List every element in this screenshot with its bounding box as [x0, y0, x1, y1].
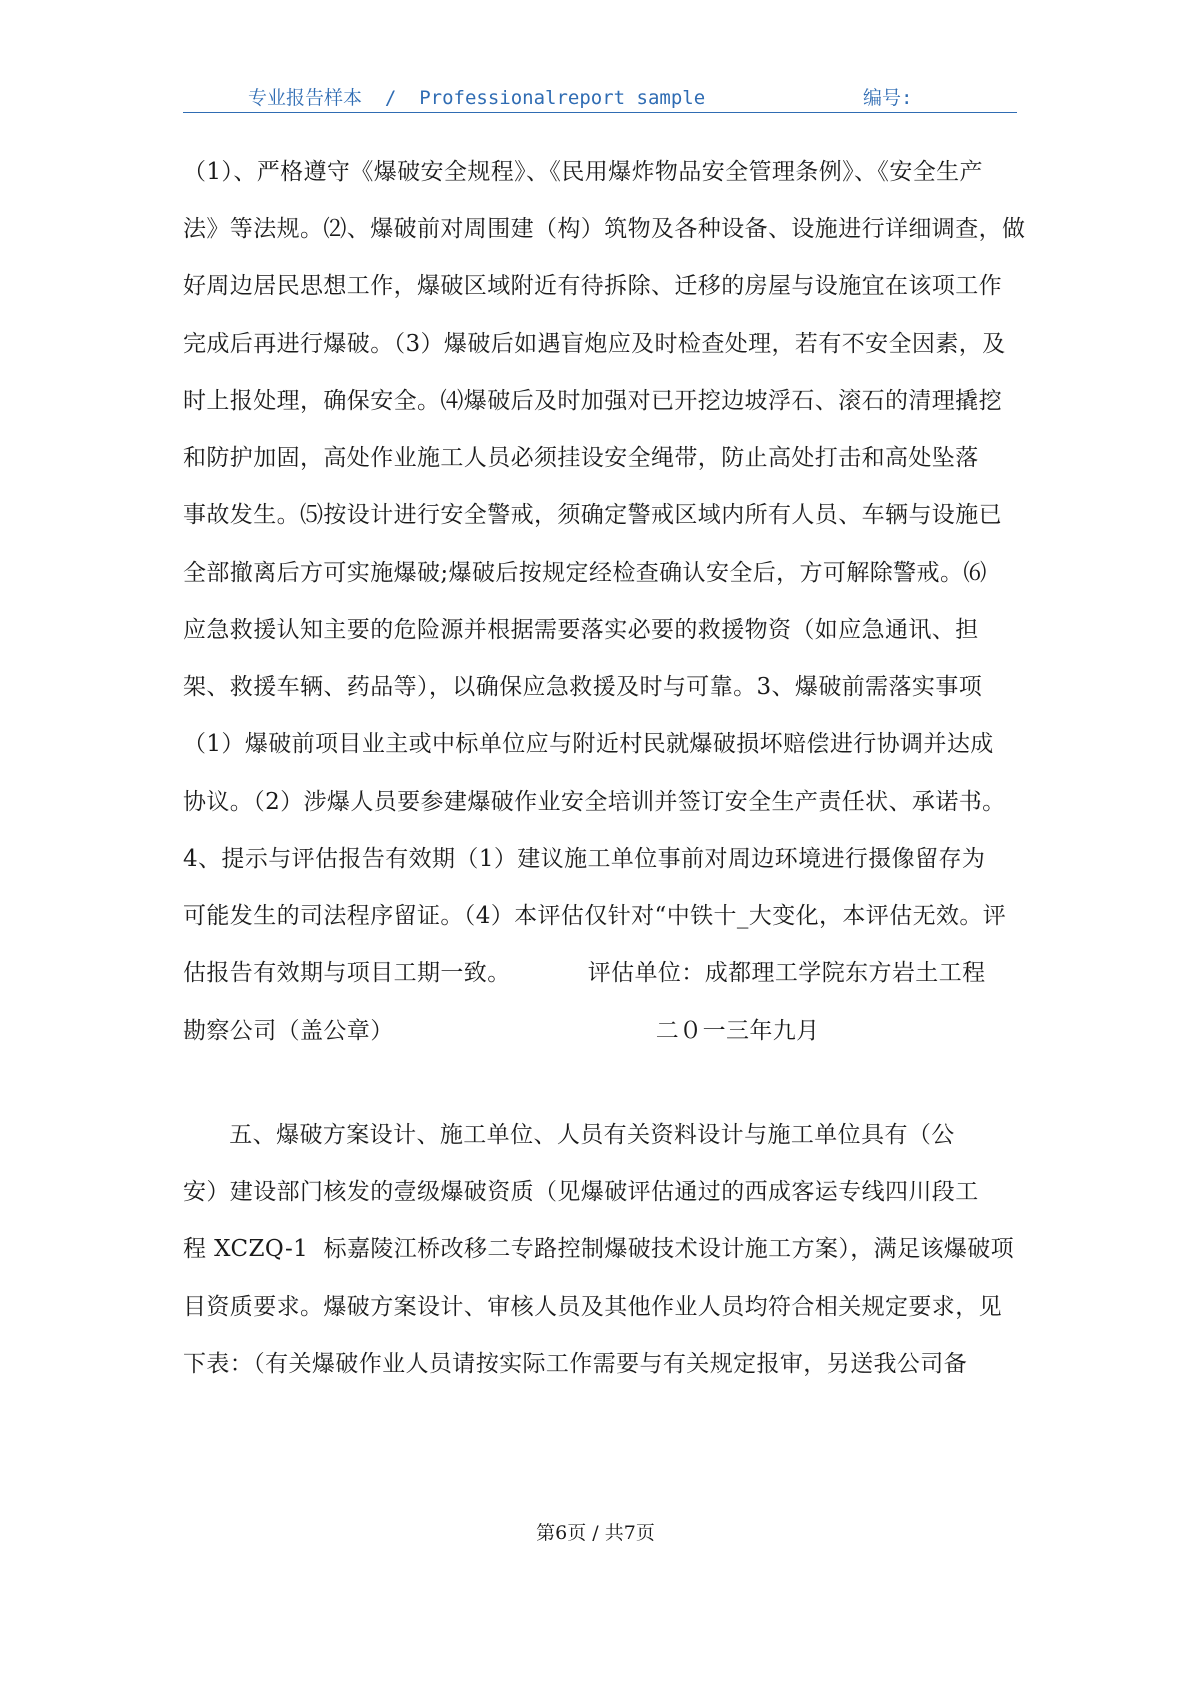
body-line: 协议。（2）涉爆人员要参建爆破作业安全培训并签订安全生产责任状、承诺书。: [183, 789, 1006, 815]
body-line: 可能发生的司法程序留证。（4）本评估仅针对“中铁十_大变化，本评估无效。评: [183, 903, 1007, 929]
body-line: 和防护加固，高处作业施工人员必须挂设安全绳带，防止高处打击和高处坠落: [183, 445, 979, 471]
body-line: 勘察公司（盖公章） 二０一三年九月: [183, 1018, 820, 1044]
body-line: 估报告有效期与项目工期一致。 评估单位：成都理工学院东方岩土工程: [183, 960, 986, 986]
header-title: 专业报告样本 / Professionalreport sample: [248, 87, 706, 109]
body-line: 下表：（有关爆破作业人员请按实际工作需要与有关规定报审，另送我公司备: [183, 1351, 968, 1377]
body-line: 架、救援车辆、药品等），以确保应急救援及时与可靠。3、爆破前需落实事项: [183, 674, 983, 700]
page-footer: [0, 1520, 1191, 1546]
body-line: 应急救援认知主要的危险源并根据需要落实必要的救援物资（如应急通讯、担: [183, 617, 979, 643]
header-number-label: 编号:: [863, 87, 913, 109]
body-line: （1）、严格遵守《爆破安全规程》、《民用爆炸物品安全管理条例》、《安全生产: [183, 159, 983, 185]
body-line: 4、提示与评估报告有效期（1）建议施工单位事前对周边环境进行摄像留存为: [183, 846, 986, 872]
body-line: 时上报处理，确保安全。⑷爆破后及时加强对已开挖边坡浮石、滚石的清理撬挖: [183, 388, 1002, 414]
body-line: 好周边居民思想工作，爆破区域附近有待拆除、迁移的房屋与设施宜在该项工作: [183, 273, 1002, 299]
body-line: 事故发生。⑸按设计进行安全警戒，须确定警戒区域内所有人员、车辆与设施已: [183, 502, 1002, 528]
body-line: 全部撤离后方可实施爆破;爆破后按规定经检查确认安全后，方可解除警戒。⑹: [183, 560, 987, 586]
body-line: 五、爆破方案设计、施工单位、人员有关资料设计与施工单位具有（公: [183, 1122, 955, 1148]
page-header: [183, 84, 1017, 113]
body-line: 程 XCZQ-1 标嘉陵江桥改移二专路控制爆破技术设计施工方案），满足该爆破项: [183, 1236, 1015, 1262]
body-line: 安）建设部门核发的壹级爆破资质（见爆破评估通过的西成客运专线四川段工: [183, 1179, 979, 1205]
body-line: [183, 1068, 1017, 1108]
page-number-label: 第6页 / 共7页: [536, 1522, 655, 1544]
body-line: 法》等法规。⑵、爆破前对周围建（构）筑物及各种设备、设施进行详细调查，做: [183, 216, 1026, 242]
body-line: （1）爆破前项目业主或中标单位应与附近村民就爆破损坏赔偿进行协调并达成: [183, 731, 994, 757]
body-line: 目资质要求。爆破方案设计、审核人员及其他作业人员均符合相关规定要求，见: [183, 1294, 1002, 1320]
body-line: 完成后再进行爆破。（3）爆破后如遇盲炮应及时检查处理，若有不安全因素，及: [183, 331, 1006, 357]
